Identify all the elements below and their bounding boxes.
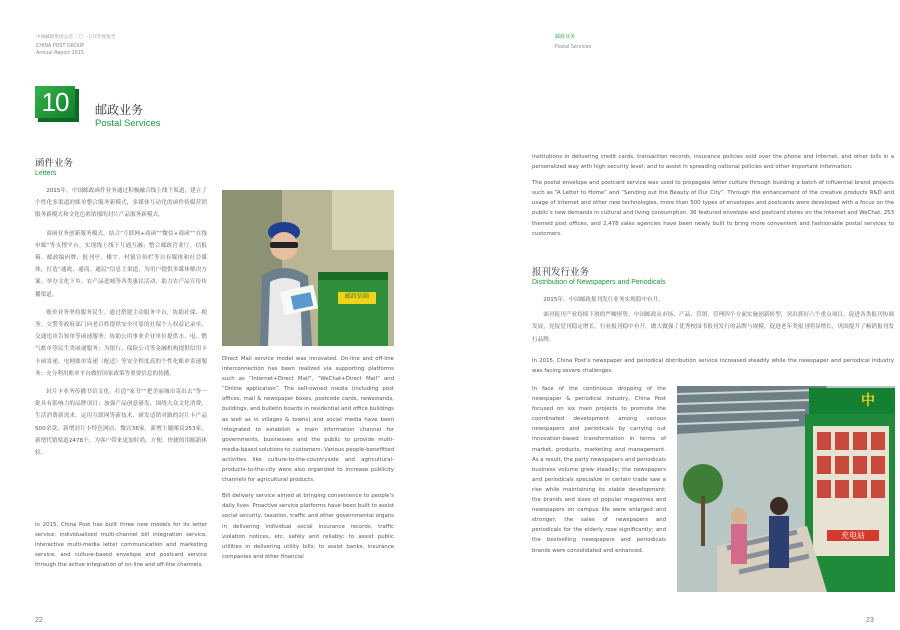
- letters-heading-en: Letters: [35, 170, 57, 177]
- letters-en-middle: [222, 354, 394, 562]
- photo-mailbox-label: 邮政信箱: [344, 293, 369, 300]
- letters-en-paragraph-1: In 2015, China Post has built three new models for its letter service: individualized multi-channel bill integration service, interactive multi-media letter communication and marketing service, and culture-based envelope and postcard service through the active integration of on-line and off-line channels.: [35, 522, 207, 569]
- letters-en-paragraph-2: Direct Mail service model was innovated. On-line and off-line interconnection has been realized via supporting platforms such as “Internet+Direct Mail”, “WeChat+Direct Mail” and “Online application”. The self-owned media (including post offices, mail & newspaper boxes, postcode cards, newsstands, buildings, and bulletin boards in residential and office buildings as well as in villages & towns) and social media have been integrated to establish a main information channel for governments, businesses and the public to provide multi-media-based solutions to customers. Various people-benefitted activities like culture-to-the-countryside and agricultural-products-to-the-city were also organized to increase publicity channels for agricultural products.: [222, 356, 394, 484]
- letters-en-intro: [35, 520, 207, 570]
- chapter-number: 10: [41, 87, 69, 117]
- letters-heading-cn: 函件业务: [35, 158, 74, 169]
- newspapers-cn-paragraph-1: 2015年，中国邮政报刊发行业务实现稳中有升。: [543, 297, 664, 303]
- chapter-title-cn: 邮政业务: [95, 103, 144, 117]
- newspapers-en-paragraph-1: In 2015, China Post’s newspaper and periodical distribution service increased steadily while the newspaper and periodical industry was facing severe challenges.: [532, 358, 894, 375]
- letters-en-paragraph-5: The postal envelope and postcard service was used to propagate letter culture through building a batch of influential brand projects such as “A Letter to Home” and “Sending out the Beauty of Our City”. Through the enhancement of the creative products R&D and usage of Internet and other new technologies, more than 500 types of envelopes and postcards were developed with a focus on the public’s new demands in cultural and living consumption. 36 featured envelope and postcard stores on the Internet and WeChat, 253 themed post offices, and 2,478 sales agencies have been newly built to bring more convenient and fashionable postal services to customers.: [532, 180, 894, 237]
- newspapers-cn-paragraph-2: 面对报刊产业持续下滑的严峻形势，中国邮政从市场、产品、营销、管理四个方面实施创新转型，突出抓好六个重点项目，促进各类报刊协调发展，党报党刊稳定增长，行业报刊稳中有升，做大做强了优秀校园书报刊发行的品牌与规模，促进老年类报刊明显增长，巩固提升了畅销报刊发行品牌。: [532, 312, 894, 343]
- letters-cn-paragraph-3: 账单业务坚持服务民生。通过搭建主动服务平台，协助社保、税务、交警等政府部门向老百姓提供安全可靠的社保个人权益记录单、交通违章告知单等函递服务；协助公用事业企业单位提供水、电、燃气账单等民生类函递服务；为银行、保险公司等金融机构提供信用卡卡函寄递、电网账单寄递（配送）等安全程度高的个性化账单寄递服务；充分利用账单平台做好国家政策等重要信息的传播。: [35, 309, 207, 377]
- letters-cn-paragraph-2: 商函业务创新服务模式。结合“互联网+商函”“微信+商函”“在线申邮”等支撑平台，实现线上线下互通互融；整合邮政营业厅、信报箱、邮政编码牌、报刊亭、楼宇、村镇宣传栏等自有媒体和社会媒体，打造“通政、通商、通民”信息主渠道，为用户提供多媒体解决方案；举办文化下乡、农产品进城等各类惠民活动，助力农产品宣传传播渠道。: [35, 230, 207, 298]
- letters-en-paragraph-3: Bill delivery service aimed at bringing convenience to people’s daily lives. Proactive service platforms have been built to assist social security, taxation, traffic and other governmental organs in delivering individual social insurance records, traffic violation notices, etc. safely and reliably; to assist public utilities in delivering utility bills; to assist banks, insurance companies and other financial: [222, 493, 394, 560]
- chapter-number-badge: [35, 86, 79, 122]
- left-header-cn: 中国邮政集团公司 二〇一五年年度报告: [36, 35, 116, 40]
- right-header-en: Postal Services: [555, 45, 592, 50]
- photo-kiosk-label: 充电站: [827, 530, 879, 541]
- photo-newsstand: [677, 386, 895, 592]
- letters-en-paragraph-4: institutions in delivering credit cards, transaction records, insurance policies sold over the phone and Internet, and other bills in a personalized way with high security level; and to assist in spreading national policies and other important information.: [532, 154, 894, 171]
- newspapers-heading-cn: 报刊发行业务: [532, 267, 590, 278]
- newspapers-cn-body: [532, 294, 894, 346]
- left-header-en-line1: CHINA POST GROUP: [36, 44, 85, 49]
- page-number-left: 22: [35, 617, 43, 624]
- letters-cn-paragraph-1: 2015年，中国邮政函件业务通过积极融合线上线下渠道，建立了个性化多渠道的账单整合服务新模式，多媒体互动化的函件传媒营销服务新模式和文化色彩浓郁的封片产品服务新模式。: [35, 188, 207, 219]
- letters-cn-paragraph-4: 封片卡业务传播书信文化。打造“家书”“把美丽城市寄出去”等一批具有影响力的品牌项目；加强产品创意研发，围绕大众文化消费、生活消费新需求，运用互联网等新技术，研发适销对路的封片卡产品500余款，新增封片卡特色网店、微店36家，新增主题邮局253家，新增代销渠道2478个，为客户带来更加时尚、方便、快捷的用邮新体验。: [35, 389, 207, 457]
- letters-cn-body: [35, 185, 207, 459]
- newspapers-en-paragraph-2: In face of the continuous dropping of the newspaper & periodical industry, China Post focused on six main projects to promote the coordinated development among various newspapers and periodicals by carrying out innovation-based transformation in terms of market, products, marketing and management. As a result, the party newspapers and periodicals business volume grew steadily; the newspapers and periodicals specialize in certain trade saw a rise while maintaining its stable development; the brands and sizes of popular magazines and newspapers on campus life were enlarged and stronger; the sales of newspapers and periodicals for the elderly rose significantly; and the bestselling newspapers and periodicals brands were consolidated and enhanced.: [532, 386, 666, 554]
- letters-en-right: [532, 152, 894, 239]
- chapter-title-en: Postal Services: [95, 118, 161, 129]
- left-header-en: [36, 44, 84, 57]
- photo-newsstand-illustration: [677, 386, 895, 592]
- photo-person-illustration: [222, 190, 394, 346]
- newspapers-en-body: [532, 384, 666, 556]
- page-number-right: 23: [866, 617, 874, 624]
- photo-kiosk-sign: 中: [861, 393, 875, 409]
- newspapers-heading-en: Distribution of Newspapers and Periodicals: [532, 279, 666, 286]
- photo-person-reading-letter: [222, 190, 394, 346]
- left-header-en-line2: Annual Report 2015: [36, 50, 84, 56]
- right-header-cn: 邮政业务: [555, 34, 576, 40]
- newspapers-en-intro: [532, 356, 894, 376]
